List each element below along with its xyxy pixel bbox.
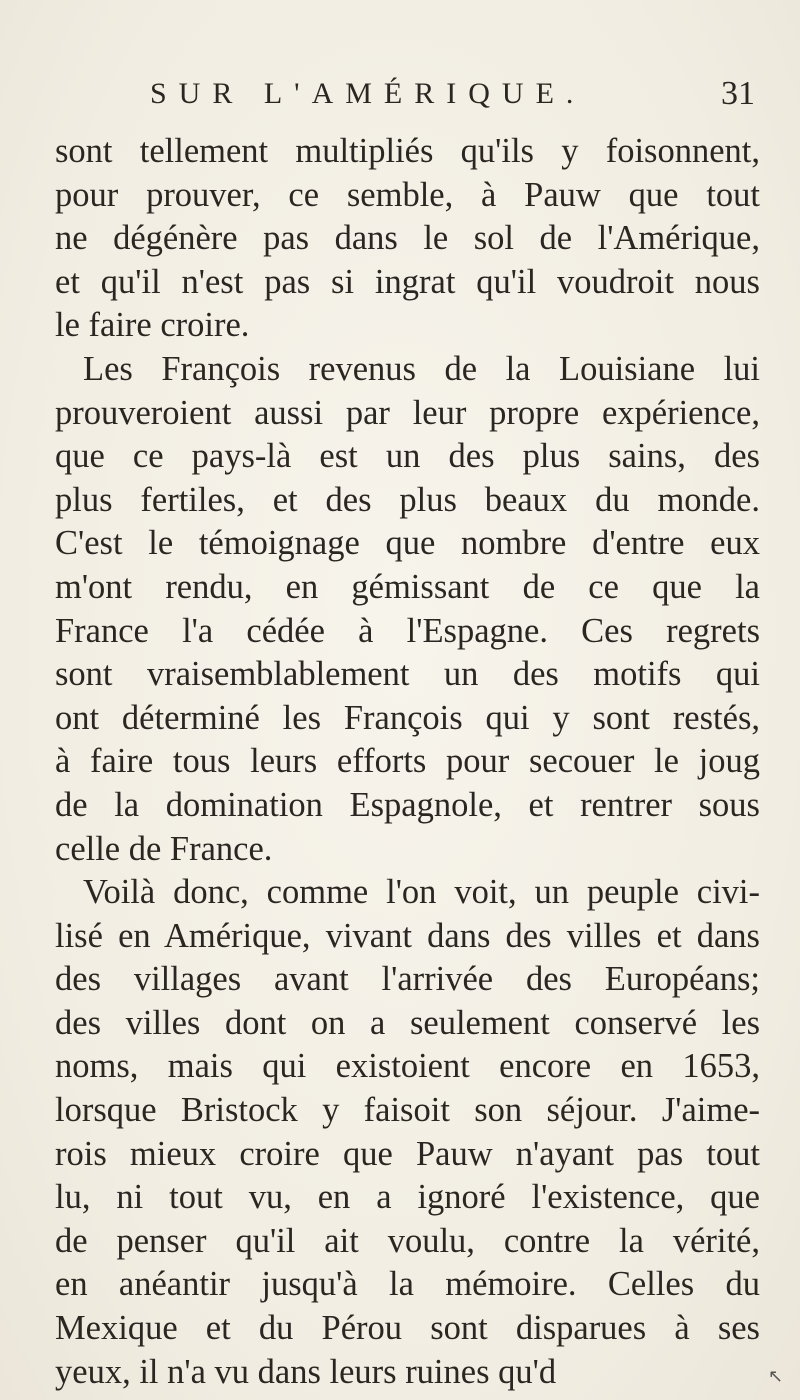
text-line: lisé en Amérique, vivant dans des villes et dans — [55, 916, 760, 955]
text-line: C'est le témoignage que nombre d'entre eux — [55, 524, 760, 563]
text-line: à faire tous leurs efforts pour secouer le joug — [55, 742, 760, 781]
page-header — [150, 77, 755, 123]
text-line: prouveroient aussi par leur propre expérience, — [55, 393, 760, 432]
text-line: France l'a cédée à l'Espagne. Ces regrets — [55, 611, 760, 650]
page-number: 31 — [721, 75, 755, 112]
text-line: Les François revenus de la Louisiane lui — [83, 349, 760, 388]
text-line: m'ont rendu, en gémissant de ce que la — [55, 567, 760, 606]
text-line: de penser qu'il ait voulu, contre la vérité, — [55, 1221, 760, 1260]
running-head: SUR L'AMÉRIQUE. — [150, 77, 586, 110]
text-line: plus fertiles, et des plus beaux du monde. — [55, 480, 760, 519]
text-line: Voilà donc, comme l'on voit, un peuple civi- — [83, 873, 760, 912]
body-text — [55, 130, 760, 1394]
text-line: yeux, il n'a vu dans leurs ruines qu'd — [55, 1352, 557, 1391]
text-line: rois mieux croire que Pauw n'ayant pas tout — [55, 1134, 760, 1173]
text-line: ont déterminé les François qui y sont restés, — [55, 698, 760, 737]
text-line: des villages avant l'arrivée des Européans; — [55, 960, 760, 999]
text-line: noms, mais qui existoient encore en 1653, — [55, 1047, 760, 1086]
text-line: lu, ni tout vu, en a ignoré l'existence, que — [55, 1178, 760, 1217]
text-line: ne dégénère pas dans le sol de l'Amérique, — [55, 219, 760, 258]
text-line: celle de France. — [55, 829, 273, 868]
text-line: Mexique et du Pérou sont disparues à ses — [55, 1309, 760, 1348]
text-line: sont vraisemblablement un des motifs qui — [55, 655, 760, 694]
corner-mark: ↖ — [768, 1366, 784, 1387]
text-line: en anéantir jusqu'à la mémoire. Celles du — [55, 1265, 760, 1304]
text-line: pour prouver, ce semble, à Pauw que tout — [55, 175, 760, 214]
text-line: lorsque Bristock y faisoit son séjour. J'aime- — [55, 1091, 760, 1130]
text-line: le faire croire. — [55, 306, 250, 345]
text-line: de la domination Espagnole, et rentrer sous — [55, 785, 760, 824]
text-line: sont tellement multipliés qu'ils y foisonnent, — [55, 132, 760, 170]
text-line: et qu'il n'est pas si ingrat qu'il voudroit nous — [55, 262, 760, 301]
text-line: des villes dont on a seulement conservé les — [55, 1003, 760, 1042]
text-line: que ce pays-là est un des plus sains, des — [55, 437, 760, 476]
